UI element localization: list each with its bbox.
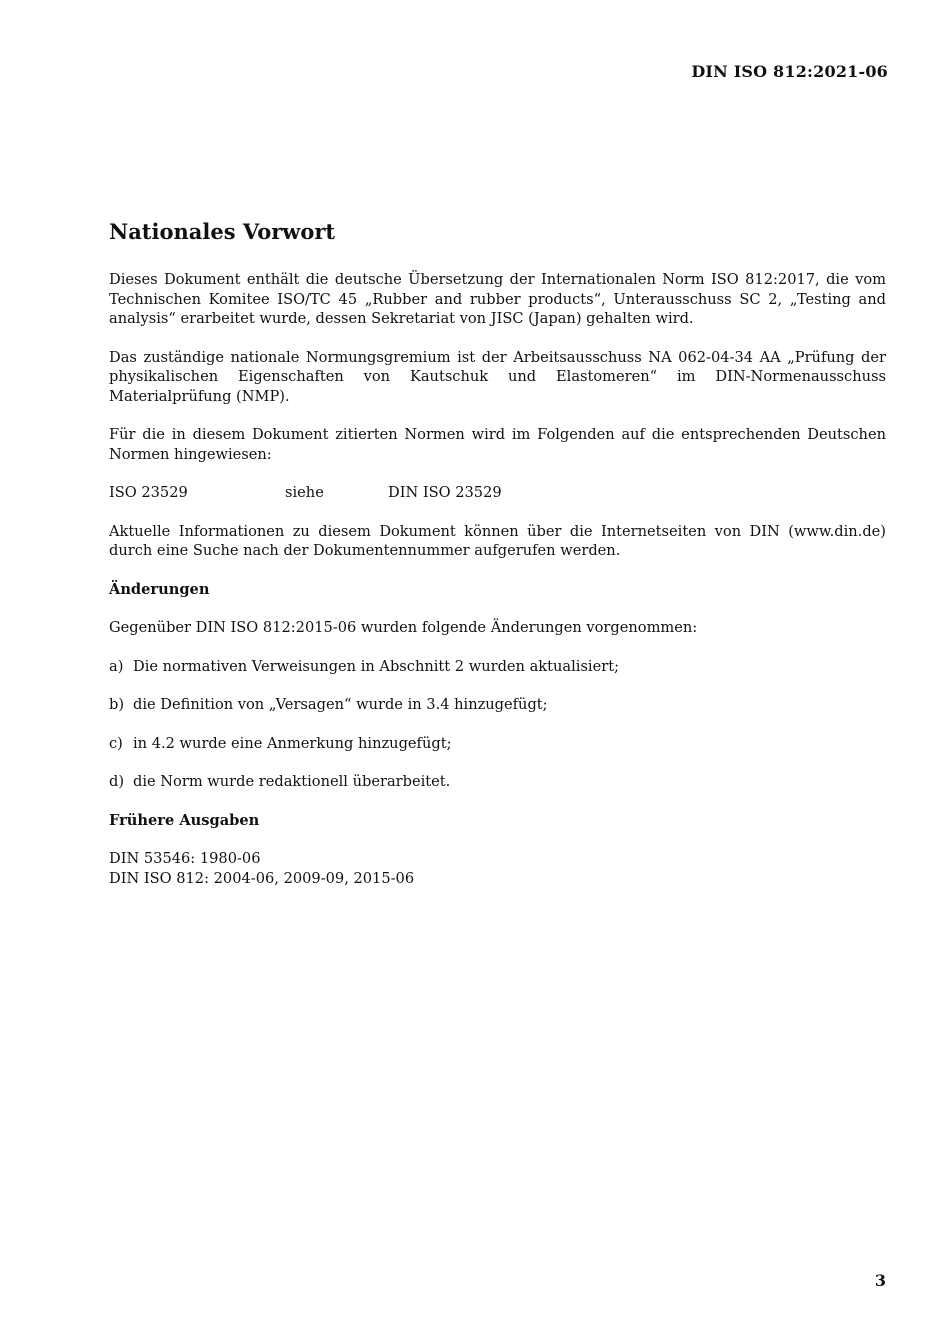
list-marker: d) [109,773,125,790]
list-marker: c) [109,734,123,752]
list-marker: b) [109,696,125,713]
reference-international: ISO 23529 [109,484,188,501]
previous-editions-heading: Frühere Ausgaben [109,811,260,829]
list-item [109,772,886,792]
changes-heading: Änderungen [109,580,210,598]
reference-relation: siehe [285,484,324,501]
reference-row [109,483,886,503]
list-text: die Definition von „Versagen“ wurde in 3.4 hinzugefügt; [133,696,548,713]
list-text: die Norm wurde redaktionell überarbeitet. [133,773,451,790]
list-item [109,657,886,677]
paragraph-info: Aktuelle Informationen zu diesem Dokument können über die Internetseiten von DIN (www.din.de) durch eine Suche nach der Dokumentennummer aufgerufen werden. [109,522,886,559]
reference-national: DIN ISO 23529 [388,484,502,501]
list-text: Die normativen Verweisungen in Abschnitt 2 wurden aktualisiert; [133,657,619,675]
list-marker: a) [109,657,124,675]
paragraph-committee: Das zuständige nationale Normungsgremium ist der Arbeitsausschuss NA 062-04-34 AA „Prüfung der physikalischen Eigenschaften von Kautschuk und Elastomeren“ im DIN-Normenausschuss Materialprüfung (NMP). [109,348,886,405]
paragraph-references-intro: Für die in diesem Dokument zitierten Normen wird im Folgenden auf die entsprechenden Deutschen Normen hingewiesen: [109,426,886,463]
page-content [109,218,886,888]
list-text: in 4.2 wurde eine Anmerkung hinzugefügt; [133,734,452,752]
page-title: Nationales Vorwort [109,219,336,244]
page-number: 3 [874,1271,886,1290]
list-item [109,734,886,754]
list-item [109,695,886,715]
previous-edition-line: DIN 53546: 1980-06 [109,850,261,867]
previous-edition-line: DIN ISO 812: 2004-06, 2009-09, 2015-06 [109,869,415,887]
document-code: DIN ISO 812:2021-06 [691,62,888,81]
previous-editions-list [109,849,886,888]
paragraph-translation: Dieses Dokument enthält die deutsche Übersetzung der Internationalen Norm ISO 812:2017, die vom Technischen Komitee ISO/TC 45 „Rubber and rubber products“, Unterausschuss SC 2, „Testing and analysis“ erarbeitet wurde, dessen Sekretariat von JISC (Japan) gehalten wird. [109,271,886,327]
changes-intro: Gegenüber DIN ISO 812:2015-06 wurden folgende Änderungen vorgenommen: [109,619,698,636]
